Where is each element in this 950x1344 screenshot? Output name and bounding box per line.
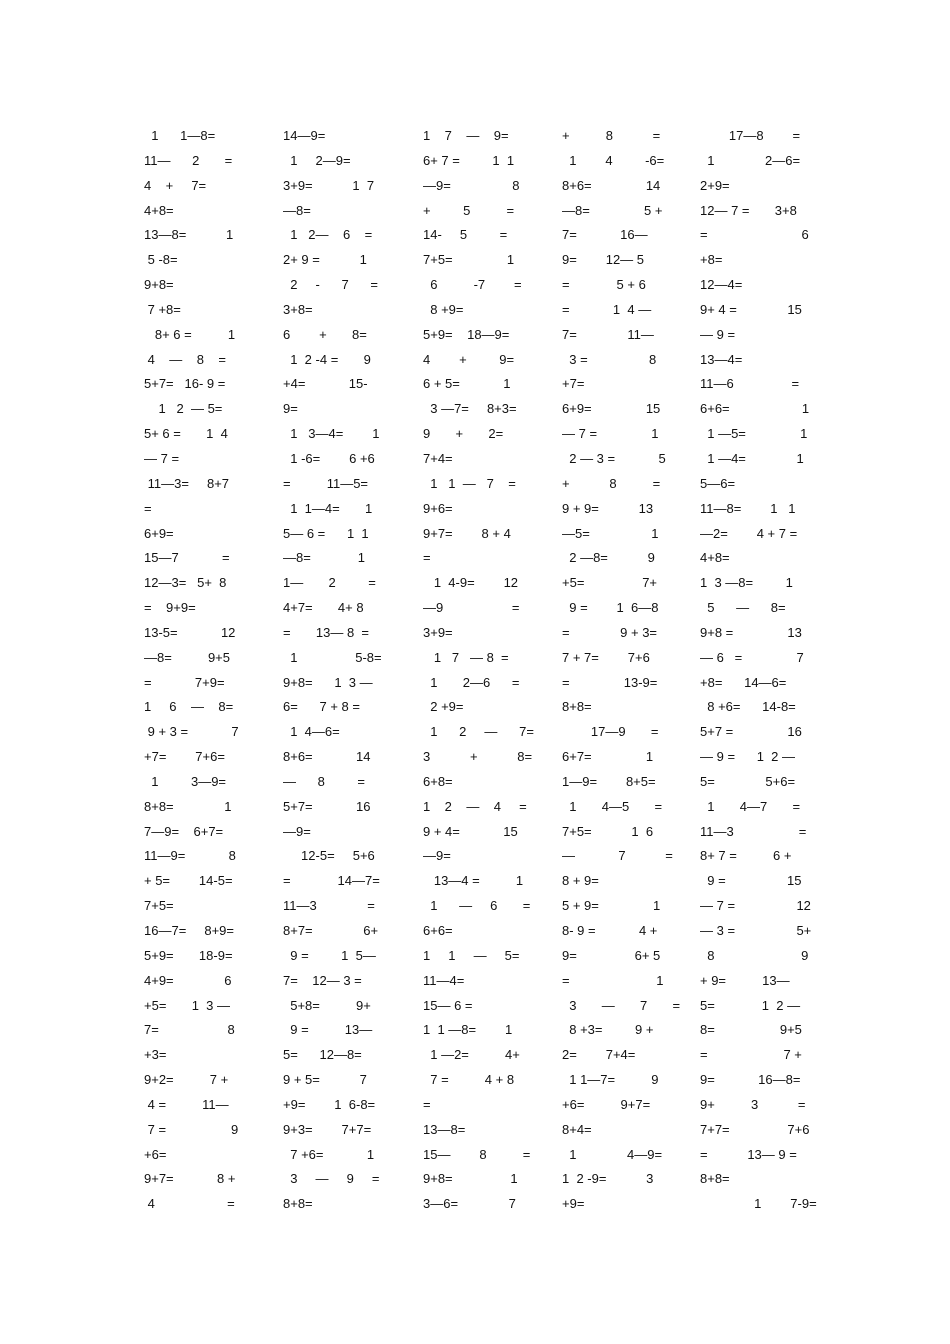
problem-line: 1 7 — 9=	[423, 128, 509, 143]
problem-line: —9=	[283, 823, 311, 839]
problem-line: 6 + 8=	[283, 326, 367, 342]
problem-line: 5 + 9= 1	[562, 898, 661, 914]
problem-line: = 5 + 6	[562, 277, 646, 293]
problem-line: 3 + 8=	[423, 749, 533, 765]
problem-line: 3+8=	[283, 301, 313, 317]
problem-line: 11—9= 8	[144, 848, 236, 864]
problem-line: 1 2 -4 = 9	[283, 351, 371, 367]
problem-line: 1—9= 8+5=	[562, 773, 656, 789]
problem-line: + 8 =	[562, 475, 661, 491]
problem-line: 5 -8=	[144, 252, 178, 268]
problem-line: 1 — 6 =	[423, 898, 531, 914]
problem-line: 6= 7 + 8 =	[283, 699, 360, 715]
problem-line: 12— 7 = 3+8	[700, 202, 797, 218]
problem-line: 1 2—9=	[283, 152, 351, 168]
problem-line: 3 —7= 8+3=	[423, 401, 517, 417]
problem-line: = 13-9=	[562, 674, 658, 690]
problem-line: — 7 = 1	[562, 426, 659, 442]
problem-line: +8= 14—6=	[700, 674, 787, 690]
problem-line: 13—8= 1	[144, 227, 234, 243]
problem-line: 1 -6= 6 +6	[283, 450, 375, 466]
problem-column-2	[283, 124, 407, 1217]
problem-line: 7—9= 6+7=	[144, 823, 224, 839]
problem-line: 9 + 2=	[423, 426, 504, 442]
problem-line: 5—6=	[700, 475, 736, 491]
problem-line: 9+8= 1 3 —	[283, 674, 373, 690]
problem-line: 9 + 4= 15	[423, 823, 518, 839]
problem-line: 8+8=	[283, 1196, 313, 1212]
problem-line: 11—3 =	[700, 823, 807, 839]
problem-line: 1 7 — 8 =	[423, 649, 509, 665]
problem-line: 3+9=	[423, 624, 453, 640]
problem-line: 4+7= 4+ 8	[283, 600, 364, 616]
problem-line: 11—4=	[423, 972, 465, 988]
problem-line: —9= 8	[423, 177, 520, 193]
problem-line: + 9= 13—	[700, 972, 790, 988]
problem-line: 9 = 15	[700, 873, 802, 889]
problem-line: 6+8=	[423, 773, 453, 789]
problem-line: 9+ 3 =	[700, 1096, 806, 1112]
problem-line: 8 +9=	[423, 301, 464, 317]
problem-line: 9=	[283, 401, 298, 417]
problem-line: 5+ 6 = 1 4	[144, 426, 228, 442]
problem-line: 5= 5+6=	[700, 773, 796, 789]
problem-line: 7+5= 1	[423, 252, 515, 268]
problem-line: 1 2 — 4 =	[423, 798, 527, 814]
problem-line: 1 1 —8= 1	[423, 1022, 513, 1038]
problem-line: 9+3= 7+7=	[283, 1121, 372, 1137]
problem-line: 12—3= 5+ 8	[144, 575, 227, 591]
problem-line: 12—4=	[700, 277, 743, 293]
problem-line: 13—4 = 1	[423, 873, 524, 889]
problem-line: 1 2 — 5=	[144, 401, 223, 417]
problem-line: 6+7= 1	[562, 749, 654, 765]
problem-line: 3 — 9 =	[283, 1171, 380, 1187]
problem-line: = 7+9=	[144, 674, 225, 690]
problem-line: 1 6 — 8=	[144, 699, 234, 715]
problem-line: 1 3 —8= 1	[700, 575, 793, 591]
problem-line: 15—7 =	[144, 550, 230, 566]
problem-line: 1 —5= 1	[700, 426, 808, 442]
problem-line: 1 4—9=	[562, 1146, 663, 1162]
problem-line: 7 + 7= 7+6	[562, 649, 650, 665]
problem-line: 1 3—4= 1	[283, 426, 380, 442]
problem-line: 9 = 1 6—8	[562, 600, 659, 616]
problem-line: + 5= 14-5=	[144, 873, 233, 889]
problem-line: 1 4—5 =	[562, 798, 663, 814]
problem-line: +3=	[144, 1047, 167, 1063]
problem-line: 8+7= 6+	[283, 923, 379, 938]
problem-line: 8 +3= 9 +	[562, 1022, 654, 1038]
problem-line: —8= 5 +	[562, 202, 663, 218]
problem-line: 9 = 13—	[283, 1022, 373, 1038]
problem-line: 1 4—6=	[283, 724, 340, 740]
problem-line: 5= 12—8=	[283, 1047, 362, 1063]
problem-line: 1 7-9=	[700, 1196, 817, 1212]
problem-line: 16—7= 8+9=	[144, 923, 234, 938]
problem-line: +7= 7+6=	[144, 749, 225, 765]
problem-line: 8= 9+5	[700, 1022, 802, 1038]
problem-line: 9 + 3 = 7	[144, 724, 239, 740]
problem-line: 7 = 4 + 8	[423, 1072, 515, 1088]
problem-line: —5= 1	[562, 525, 659, 541]
problem-line: 1 2—6=	[700, 152, 801, 168]
problem-line: 6 -7 =	[423, 277, 522, 293]
problem-line: 8+ 7 = 6 +	[700, 848, 792, 864]
problem-line: 5+7= 16- 9 =	[144, 376, 226, 392]
problem-line: 7 +6= 1	[283, 1146, 375, 1162]
problem-line: — 8 =	[283, 773, 365, 789]
problem-line: 7+4=	[423, 450, 453, 466]
problem-line: 17—8 =	[700, 128, 801, 143]
problem-line: 8 +6= 14-8=	[700, 699, 796, 715]
problem-line: =	[423, 550, 431, 566]
problem-line: = 13— 9 =	[700, 1146, 797, 1162]
problem-line: 1 —2= 4+	[423, 1047, 520, 1063]
problem-line: — 9 = 1 2 —	[700, 749, 796, 765]
problem-line: 1 2—6 =	[423, 674, 520, 690]
problem-line: 5+9= 18-9=	[144, 947, 233, 963]
problem-line: 1 1 — 5=	[423, 947, 520, 963]
problem-line: 14- 5 =	[423, 227, 508, 243]
problem-line: 9+2= 7 +	[144, 1072, 229, 1088]
problem-line: 3 — 7 =	[562, 997, 681, 1013]
problem-line: 17—9 =	[562, 724, 659, 740]
problem-line: = 1 4 —	[562, 301, 652, 317]
problem-line: 14—9=	[283, 128, 326, 143]
problem-line: 12-5= 5+6	[283, 848, 375, 864]
problem-line: 6+6=	[423, 923, 453, 938]
problem-line: 13-5= 12	[144, 624, 236, 640]
problem-line: +4= 15-	[283, 376, 368, 392]
problem-line: = 13— 8 =	[283, 624, 369, 640]
problem-line: 8 + 9=	[562, 873, 599, 889]
problem-line: 1 1 — 7 =	[423, 475, 516, 491]
problem-line: 13—4=	[700, 351, 743, 367]
problem-column-3	[423, 124, 547, 1217]
problem-line: 1 3—9=	[144, 773, 227, 789]
problem-line: 8+4=	[562, 1121, 592, 1137]
problem-line: 9+8= 1	[423, 1171, 518, 1187]
problem-line: + 5 =	[423, 202, 515, 218]
problem-line: 2 —8= 9	[562, 550, 655, 566]
problem-line: 4 + 9=	[423, 351, 515, 367]
problem-line: 3—6= 7	[423, 1196, 516, 1212]
problem-line: 9+ 4 = 15	[700, 301, 802, 317]
problem-line: 11—8= 1 1	[700, 500, 796, 516]
problem-line: 2+9=	[700, 177, 730, 193]
problem-line: —9=	[423, 848, 451, 864]
problem-line: 4 + 7=	[144, 177, 207, 193]
problem-line: 1 1—8=	[144, 128, 216, 143]
problem-line: = 11—5=	[283, 475, 369, 491]
problem-line: 11—6 =	[700, 376, 800, 392]
problem-line: 8+8=	[562, 699, 592, 715]
problem-line: +5= 1 3 —	[144, 997, 230, 1013]
problem-line: 9= 12— 5	[562, 252, 645, 268]
problem-line: 5+8= 9+	[283, 997, 371, 1013]
problem-line: = 9+9=	[144, 600, 196, 616]
problem-line: +7=	[562, 376, 585, 392]
problem-line: 9+8 = 13	[700, 624, 802, 640]
problem-line: 4 =	[144, 1196, 235, 1212]
problem-line: 1 2— 6 =	[283, 227, 373, 243]
problem-line: 11—3 =	[283, 898, 375, 914]
problem-line: 2+ 9 = 1	[283, 252, 367, 268]
problem-line: 7= 16—	[562, 227, 648, 243]
problem-line: — 7 = 12	[700, 898, 811, 914]
problem-line: — 7 =	[144, 450, 180, 466]
problem-line: 4+8=	[144, 202, 174, 218]
problem-line: 1 1—7= 9	[562, 1072, 659, 1088]
problem-line: 1— 2 =	[283, 575, 376, 591]
problem-line: 11—3= 8+7	[144, 475, 230, 491]
problem-line: 7= 8	[144, 1022, 235, 1038]
problem-line: 8+6= 14	[283, 749, 371, 765]
problem-line: 1 2 -9= 3	[562, 1171, 654, 1187]
problem-line: +5= 7+	[562, 575, 658, 591]
problem-line: 9+7= 8 +	[144, 1171, 236, 1187]
problem-line: 1 2 — 7=	[423, 724, 534, 740]
problem-line: + 8 =	[562, 128, 661, 143]
problem-line: 5 — 8=	[700, 600, 786, 616]
problem-line: 8+8=	[700, 1171, 730, 1187]
problem-line: 6+ 7 = 1 1	[423, 152, 515, 168]
problem-line: +9=	[562, 1196, 585, 1212]
problem-line: 7= 12— 3 =	[283, 972, 362, 988]
problem-line: 7 = 9	[144, 1121, 239, 1137]
problem-line: 5= 1 2 —	[700, 997, 801, 1013]
problem-line: 4+8=	[700, 550, 730, 566]
problem-line: 1 4 -6=	[562, 152, 665, 168]
problem-line: +6=	[144, 1146, 167, 1162]
problem-line: 9 + 9= 13	[562, 500, 654, 516]
problem-line: 3 = 8	[562, 351, 657, 367]
problem-line: 5+9= 18—9=	[423, 326, 510, 342]
problem-line: +8=	[700, 252, 723, 268]
problem-line: 4 — 8 =	[144, 351, 227, 367]
problem-line: — 9 =	[700, 326, 736, 342]
problem-line: =	[423, 1096, 431, 1112]
problem-line: 9= 16—8=	[700, 1072, 801, 1088]
problem-column-5	[700, 124, 824, 1217]
problem-line: —9 =	[423, 600, 520, 616]
problem-line: = 9 + 3=	[562, 624, 658, 640]
problem-line: 4+9= 6	[144, 972, 232, 988]
problem-line: — 7 =	[562, 848, 673, 864]
problem-line: 11— 2 =	[144, 152, 233, 168]
problem-line: 9+6=	[423, 500, 453, 516]
problem-column-1	[144, 124, 268, 1217]
problem-line: 8 9	[700, 947, 809, 963]
problem-line: —8= 9+5	[144, 649, 230, 665]
problem-line: 1 5-8=	[283, 649, 382, 665]
problem-line: 6+9= 15	[562, 401, 661, 417]
problem-line: 3+9= 1 7	[283, 177, 375, 193]
problem-line: 7= 11—	[562, 326, 654, 342]
problem-line: 6 + 5= 1	[423, 376, 511, 392]
problem-line: 6+6= 1	[700, 401, 810, 417]
problem-line: 4 = 11—	[144, 1096, 229, 1112]
problem-line: —8=	[283, 202, 311, 218]
problem-line: 9= 6+ 5	[562, 947, 661, 963]
problem-line: 7+7= 7+6	[700, 1121, 810, 1137]
problem-line: 5+7 = 16	[700, 724, 802, 740]
problem-line: 8+ 6 = 1	[144, 326, 236, 342]
problem-line: —8= 1	[283, 550, 366, 566]
problem-line: 5+7= 16	[283, 798, 371, 814]
problem-column-4	[562, 124, 686, 1217]
problem-line: 5— 6 = 1 1	[283, 525, 369, 541]
problem-line: 9+7= 8 + 4	[423, 525, 511, 541]
problem-line: 2 — 3 = 5	[562, 450, 666, 466]
problem-line: +6= 9+7=	[562, 1096, 651, 1112]
problem-line: 1 4—7 =	[700, 798, 801, 814]
problem-line: +9= 1 6-8=	[283, 1096, 376, 1112]
problem-line: — 6 = 7	[700, 649, 804, 665]
problem-line: 1 4-9= 12	[423, 575, 519, 591]
problem-line: —2= 4 + 7 =	[700, 525, 798, 541]
problem-line: 2= 7+4=	[562, 1047, 636, 1063]
problem-line: 1 1—4= 1	[283, 500, 373, 516]
problem-line: 15— 8 =	[423, 1146, 531, 1162]
problem-line: = 7 +	[700, 1047, 802, 1063]
problem-line: 9 + 5= 7	[283, 1072, 367, 1088]
problem-line: 7 +8=	[144, 301, 181, 317]
problem-line: 9+8=	[144, 277, 174, 293]
problem-line: 7+5=	[144, 898, 174, 914]
problem-line: 2 - 7 =	[283, 277, 379, 293]
problem-line: 6+9=	[144, 525, 174, 541]
problem-line: 8+8= 1	[144, 798, 232, 814]
problem-line: 2 +9=	[423, 699, 464, 715]
problem-line: 13—8=	[423, 1121, 466, 1137]
problem-line: = 6	[700, 227, 809, 243]
problem-line: 7+5= 1 6	[562, 823, 654, 839]
problem-line: 15— 6 =	[423, 997, 473, 1013]
problem-line: 9 = 1 5—	[283, 947, 376, 963]
problem-line: = 1	[562, 972, 664, 988]
problem-line: 8+6= 14	[562, 177, 661, 193]
problem-line: 1 —4= 1	[700, 450, 804, 466]
problem-line: = 14—7=	[283, 873, 380, 889]
problem-line: =	[144, 500, 152, 516]
problem-line: — 3 = 5+	[700, 923, 812, 938]
problem-line: 8- 9 = 4 +	[562, 923, 658, 938]
